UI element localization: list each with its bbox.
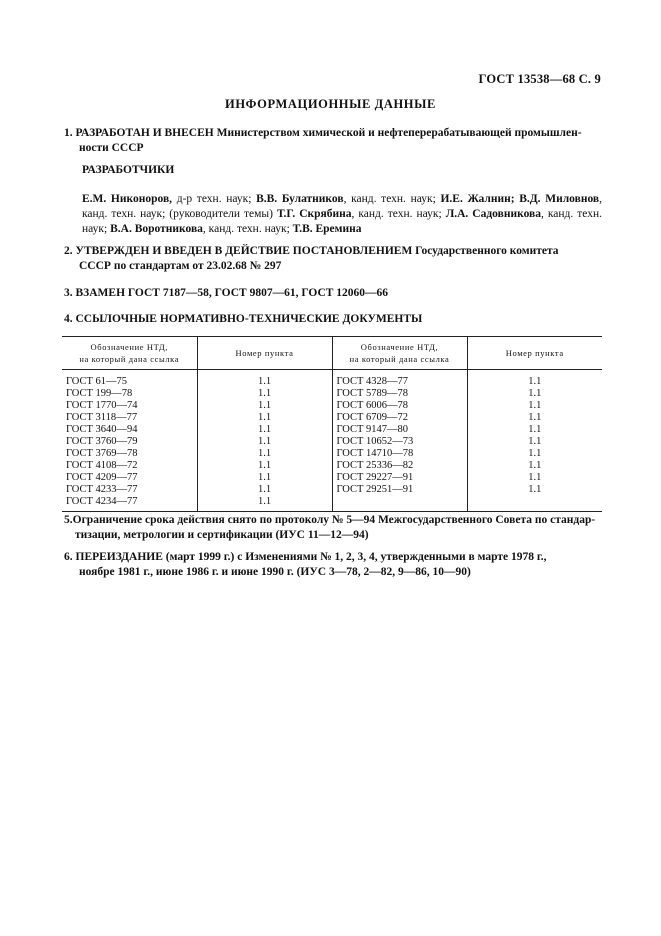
table-row (62, 448, 602, 460)
doc-cell: ГОСТ 5789—78 (332, 388, 467, 400)
developer-name: В.А. Воротникова (110, 223, 203, 235)
item-cell: 1.1 (528, 376, 542, 387)
table-row (62, 412, 602, 424)
section-number: 2. (64, 245, 73, 257)
section-text: ВЗАМЕН ГОСТ 7187—58, ГОСТ 9807—61, ГОСТ 12060—66 (75, 287, 389, 299)
table-row (62, 388, 602, 400)
doc-cell: ГОСТ 4328—77 (332, 370, 467, 389)
doc-cell: ГОСТ 29251—91 (332, 484, 467, 496)
section-text-line2: ноябре 1981 г., июне 1986 г. и июне 1990 г. (ИУС 3—78, 2—82, 9—86, 10—90) (79, 566, 471, 578)
section-text: ССЫЛОЧНЫЕ НОРМАТИВНО-ТЕХНИЧЕСКИЕ ДОКУМЕНТЫ (75, 313, 423, 325)
item-cell: 1.1 (197, 460, 332, 472)
item-cell: 1.1 (528, 388, 542, 399)
doc-cell: ГОСТ 199—78 (62, 388, 197, 400)
document-title: ИНФОРМАЦИОННЫЕ ДАННЫЕ (225, 97, 436, 111)
developer-role: , канд. техн. наук; (82, 208, 602, 235)
section-text-line2: ности СССР (79, 142, 144, 154)
item-cell: 1.1 (197, 370, 332, 389)
doc-cell: ГОСТ 4234—77 (62, 496, 197, 511)
header-line: на который дана ссылка (349, 354, 450, 364)
item-cell: 1.1 (528, 436, 542, 447)
header-line: Обозначение НТД, (90, 342, 168, 352)
header-line: на который дана ссылка (79, 354, 180, 364)
section-text-line2: тизации, метрологии и сертификации (ИУС 11—12—94) (75, 529, 369, 541)
section-approved (64, 244, 602, 274)
item-cell: 1.1 (528, 472, 542, 483)
item-cell: 1.1 (197, 484, 332, 496)
item-cell: 1.1 (528, 460, 542, 471)
table-bottom-rule (62, 511, 602, 512)
item-cell: 1.1 (197, 496, 332, 511)
item-cell: 1.1 (197, 436, 332, 448)
doc-cell: ГОСТ 4233—77 (62, 484, 197, 496)
section-references (64, 312, 422, 327)
item-cell: 1.1 (197, 472, 332, 484)
table-header-row (62, 337, 602, 370)
section-number: 3. (64, 287, 73, 299)
developers-heading: РАЗРАБОТЧИКИ (82, 164, 175, 176)
doc-cell: ГОСТ 6709—72 (332, 412, 467, 424)
doc-cell: ГОСТ 4108—72 (62, 460, 197, 472)
item-cell: 1.1 (528, 424, 542, 435)
doc-cell: ГОСТ 3760—79 (62, 436, 197, 448)
section-text-line1: УТВЕРЖДЕН И ВВЕДЕН В ДЕЙСТВИЕ ПОСТАНОВЛЕНИЕМ Государственного комитета (75, 245, 559, 257)
section-reissue (64, 550, 602, 580)
item-cell: 1.1 (197, 424, 332, 436)
doc-cell: ГОСТ 3118—77 (62, 412, 197, 424)
section-number: 1. (64, 127, 73, 139)
developer-name: Т.Г. Скрябина (276, 208, 352, 220)
item-cell: 1.1 (197, 400, 332, 412)
table-row (62, 370, 602, 389)
table-row (62, 400, 602, 412)
references-table (62, 336, 602, 512)
column-header-document (332, 337, 467, 370)
section-text-line1: Ограничение срока действия снято по протоколу № 5—94 Межгосударственного Совета по стандар- (72, 514, 596, 526)
item-cell: 1.1 (197, 448, 332, 460)
developer-name: Л.А. Садовникова (445, 208, 541, 220)
header-line: Обозначение НТД, (360, 342, 439, 352)
developer-role: , канд. техн. наук; (202, 223, 293, 235)
table-row (62, 424, 602, 436)
section-text-line1: РАЗРАБОТАН И ВНЕСЕН Министерством химической и нефтеперерабатывающей промышлен- (75, 127, 582, 139)
section-developed-by (64, 126, 602, 156)
section-number: 5. (64, 514, 73, 526)
section-text-line1: ПЕРЕИЗДАНИЕ (март 1999 г.) с Изменениями № 1, 2, 3, 4, утвержденными в марте 1978 г., (75, 551, 547, 563)
item-cell: 1.1 (197, 412, 332, 424)
doc-cell: ГОСТ 29227—91 (332, 472, 467, 484)
column-header-document (62, 337, 197, 370)
developer-role: , канд. техн. наук; (351, 208, 446, 220)
developer-role: д-р техн. наук; (172, 193, 257, 205)
developers-list (82, 192, 602, 237)
section-text-line2: СССР по стандартам от 23.02.68 № 297 (79, 260, 282, 272)
doc-cell: ГОСТ 3769—78 (62, 448, 197, 460)
developer-role: , канд. техн. наук; (руководители темы) (82, 193, 602, 220)
item-cell: 1.1 (528, 448, 542, 459)
table-row (62, 472, 602, 484)
empty-cell (332, 496, 467, 511)
doc-cell: ГОСТ 1770—74 (62, 400, 197, 412)
item-cell: 1.1 (528, 412, 542, 423)
table-row (62, 496, 602, 511)
item-cell: 1.1 (528, 484, 542, 495)
table-row (62, 484, 602, 496)
developer-role: , канд. техн. наук; (343, 193, 441, 205)
developer-name: Е.М. Никоноров, (82, 193, 173, 205)
section-number: 6. (64, 551, 73, 563)
section-number: 4. (64, 313, 73, 325)
doc-cell: ГОСТ 25336—82 (332, 460, 467, 472)
empty-cell (467, 496, 602, 511)
section-replaces (64, 286, 388, 301)
column-header-item: Номер пункта (467, 337, 602, 370)
table-row (62, 436, 602, 448)
item-cell: 1.1 (528, 400, 542, 411)
doc-cell: ГОСТ 4209—77 (62, 472, 197, 484)
doc-cell: ГОСТ 6006—78 (332, 400, 467, 412)
column-header-item: Номер пункта (197, 337, 332, 370)
doc-cell: ГОСТ 61—75 (62, 370, 197, 389)
page-reference: ГОСТ 13538—68 С. 9 (478, 72, 601, 86)
doc-cell: ГОСТ 10652—73 (332, 436, 467, 448)
section-term-limit (64, 513, 602, 543)
doc-cell: ГОСТ 14710—78 (332, 448, 467, 460)
doc-cell: ГОСТ 9147—80 (332, 424, 467, 436)
developer-name: Т.В. Еремина (292, 223, 362, 235)
doc-cell: ГОСТ 3640—94 (62, 424, 197, 436)
developer-name: И.Е. Жалнин; В.Д. Миловнов (440, 193, 600, 205)
developer-name: В.В. Булатников (256, 193, 344, 205)
item-cell: 1.1 (197, 388, 332, 400)
table-row (62, 460, 602, 472)
